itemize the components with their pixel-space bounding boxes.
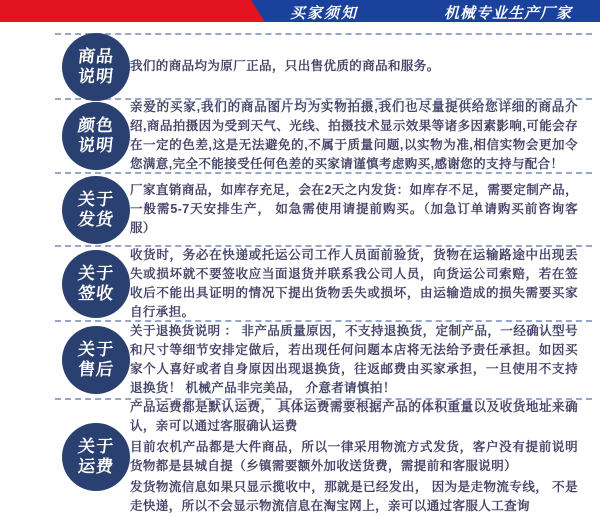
section-content xyxy=(130,322,578,398)
badge-label: 说明 xyxy=(77,66,116,86)
badge-label: 运费 xyxy=(77,457,116,476)
header-subtitle: 机械专业生产厂家 xyxy=(443,5,572,22)
paragraph: 收货时，务必在快递或托运公司工作人员面前验货，货物在运输路途中出现丢失或损坏就不要签收应当面退货并联系我公司人员，向货运公司索赔，若在签收后不能出具证明的情况下提出货物丢失或损坏，由运输造成的损失需要买家自行承担。 xyxy=(130,247,578,319)
badge-aftersale xyxy=(62,326,130,394)
section-aftersale xyxy=(0,322,600,398)
section-freight xyxy=(0,400,600,514)
paragraph: 发货物流信息如果只显示揽收中，那就是已经发出， 因为是走物流专线， 不是走快递，所以不会显示物流信息在淘宝网上，亲可以通过客服人工查询 xyxy=(130,480,578,513)
section-shipping xyxy=(0,174,600,245)
section-content xyxy=(130,398,578,516)
badge-label: 颜色 xyxy=(77,116,116,135)
badge-label: 商品 xyxy=(77,46,116,66)
badge-label: 签收 xyxy=(77,283,116,303)
badge-label: 售后 xyxy=(77,360,116,379)
section-content xyxy=(130,57,578,76)
paragraph: 目前农机产品都是大件商品，所以一律采用物流方式发货，客户没有提前说明货物都是县城自提（乡镇需要额外加收送货费，需提前和客服说明） xyxy=(130,440,578,473)
badge-label: 关于 xyxy=(77,340,116,359)
header-title: 买家须知 xyxy=(290,5,359,22)
section-color-info xyxy=(0,100,600,172)
badge-label: 关于 xyxy=(77,437,116,456)
paragraph: 亲爱的买家,我们的商品图片均为实物拍摄,我们也尽量提供给您详细的商品介绍,商品拍摄因为受到天气、光线、拍摄技术显示效果等诸多因素影响,可能会存在一定的色差,这是无法避免的,不属于质量问题,以实物为准,相信实物会更加令您满意,完全不能接受任何色差的买家请谨慎考虑购买,感谢您的支持与配合！ xyxy=(130,100,578,171)
section-product-info xyxy=(0,35,600,98)
badge-label: 关于 xyxy=(77,263,116,283)
section-content xyxy=(130,98,578,174)
paragraph: 产品运费都是默认运费， 具体运费需要根据产品的体积重量以及收货地址来确认，亲可以通过客服确认运费 xyxy=(130,400,578,433)
section-content xyxy=(130,246,578,322)
section-receipt xyxy=(0,247,600,320)
paragraph: 厂家直销商品，如库存充足，会在2天之内发货：如库存不足，需要定制产品，一般需5-7天安排生产， 如急需使用请提前购买。（加急订单请购买前咨询客服） xyxy=(130,183,578,235)
badge-receipt xyxy=(62,250,130,318)
badge-label: 关于 xyxy=(77,189,116,209)
notice-header xyxy=(0,0,600,22)
badge-label: 发货 xyxy=(77,209,116,229)
section-content xyxy=(130,181,578,238)
header-red-banner xyxy=(0,0,270,22)
badge-color-info xyxy=(62,102,130,170)
paragraph: 我们的商品均为原厂正品，只出售优质的商品和服务。 xyxy=(130,59,440,73)
paragraph: 关于退换货说明 ： 非产品质量原因，不支持退换货，定制产品，一经确认型号和尺寸等细节安排定做后，若出现任何问题本店将无法给予责任承担。如因买家个人喜好或者自身原因出现退换货，往返邮费由买家承担，一旦使用不支持退换货！ 机械产品非完美品， 介意者请慎拍！ xyxy=(130,324,578,395)
badge-freight xyxy=(62,423,130,491)
badge-product-info xyxy=(62,33,130,101)
badge-shipping xyxy=(62,176,130,244)
badge-label: 说明 xyxy=(77,136,116,155)
